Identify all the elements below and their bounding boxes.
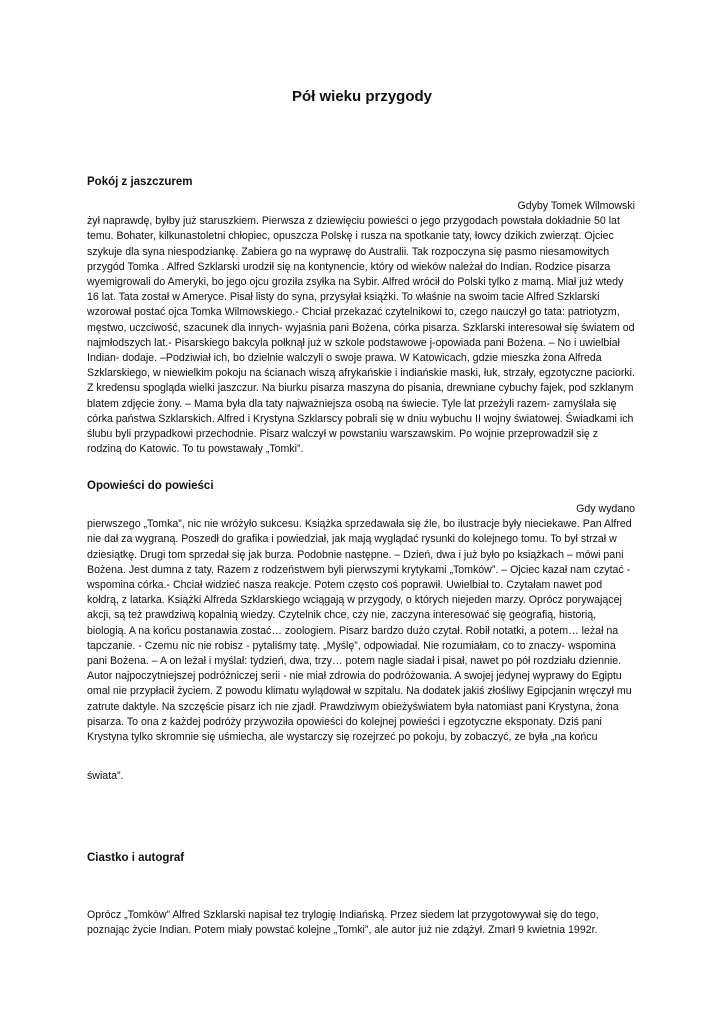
section-heading-opowiesci: Opowieści do powieści — [87, 480, 214, 492]
section-text-pokoj: żył naprawdę, byłby już staruszkiem. Pierwsza z dziewięciu powieści o jego przygodach powstała dokładnie 50 lat temu. Bohater, kilkunastoletni chłopiec, opuszcza Polskę i rusza na spotkanie taty, łowcy dzikich zwierząt. Ojciec szykuje dla syna niespodziankę. Zabiera go na wyprawę do Australii. Tak rozpoczyna się pasmo niesamowitych przygód Tomka . Alfred Szklarski urodził się na kontynencie, który od wieków należał do Indian. Rodzice pisarza wyemigrowali do Ameryki, bo jego ojcu groziła zsyłka na Sybir. Alfred wrócił do Polski tylko z mamą. Miał już wtedy 16 lat. Tata został w Ameryce. Pisał listy do syna, przysyłał książki. To właśnie na swoim tacie Alfred Szklarski wzorował postać ojca Tomka Wilmowskiego.- Chciał przekazać czytelnikowi to, czego nauczył go tata: patriotyzm, męstwo, uczciwość, szacunek dla innych- wyjaśnia pani Bożena, córka pisarza. Szklarski interesował się światem od najmłodszych lat.- Pisarskiego bakcyla połknął już w szkole podstawowe j-opowiada pani Bożena. – No i uwielbiał Indian- dodaje. –Podziwiał ich, bo dzielnie walczyli o swoje prawa. W Katowicach, gdzie mieszka żona Alfreda Szklarskiego, w niewielkim pokoju na ścianach wiszą afrykańskie i indiańskie maski, łuk, strzały, egzotyczne paciorki. Z kredensu spogląda wielki jaszczur. Na biurku pisarza maszyna do pisania, drewniane cybuchy fajek, pod szklanym blatem zdjęcie żony. – Mama była dla taty najważniejsza osobą na świecie. Tyle lat przeżyli razem- zamyślała się córka państwa Szklarskich. Alfred i Krystyna Szklarscy pobrali się w dniu wybuchu II wojny światowej. Świadkami ich ślubu byli przypadkowi przechodnie. Pisarz walczył w powstaniu warszawskim. Po wojnie przeprowadził się z rodziną do Katowic. To tu powstawały „Tomki”. — [87, 215, 635, 456]
section-tail-opowiesci: świata”. — [87, 770, 124, 782]
section-heading-ciastko: Ciastko i autograf — [87, 852, 185, 864]
section-body-ciastko — [87, 908, 635, 938]
section-body-opowiesci — [87, 502, 635, 745]
section-text-ciastko: Oprócz „Tomków” Alfred Szklarski napisał tez trylogię Indiańską. Przez siedem lat przygotowywał się do tego, poznając życie Indian. Potem miały powstać kolejne „Tomki”, ale autor już nie zdążył. Zmarł 9 kwietnia 1992r. — [87, 909, 599, 937]
section-heading-pokoj: Pokój z jaszczurem — [87, 176, 193, 188]
section-text-opowiesci: pierwszego „Tomka”, nic nie wróżyło sukcesu. Książka sprzedawała się źle, bo ilustracje były nieciekawe. Pan Alfred nie dał za wygraną. Poszedł do grafika i powiedział, jak mają wyglądać rysunki do kolejnego tomu. To był strzał w dziesiątkę. Drugi tom sprzedał się jak burza. Podobnie następne. – Dzień, dwa i już było po książkach – mówi pani Bożena. Jest dumna z taty. Razem z rodzeństwem byli pierwszymi krytykami „Tomków”. – Ojciec kazał nam czytać - wspomina córka.- Chciał widzieć nasza reakcje. Potem często coś poprawił. Uwielbiał to. Czytałam nawet pod kołdrą, z latarka. Książki Alfreda Szklarskiego wciągają w przygody, o których niejeden marzy. Oprócz porywającej akcji, są też prawdziwą kopalnią wiedzy. Czytelnik chce, czy nie, zaczyna interesować się geografią, historią, biologią. A na końcu postanawia zostać… zoologiem. Pisarz bardzo dużo czytał. Robił notatki, a potem… leżał na tapczanie. - Czemu nic nie robisz - pytaliśmy tatę. „Myślę”, odpowiadał. Nie rozumiałam, co to znaczy- wspomina pani Bożena. – A on leżał i myślał: tydzień, dwa, trzy… potem nagle siadał i pisał, nawet po pół rozdziału dziennie. Autor najpoczytniejszej podróżniczej serii - nie miał zdrowia do podróżowania. A swojej jedynej wyprawy do Egiptu omal nie przypłacił życiem. Z powodu klimatu wylądował w szpitalu. Na dodatek jakiś złośliwy Egipcjanin wręczył mu zatrute daktyle. Na szczęście pisarz ich nie zjadł. Prawdziwym obieżyświatem była natomiast pani Krystyna, żona pisarza. To ona z każdej podróży przywoziła opowieści do kolejnej powieści i egzotyczne eksponaty. Dziś pani Krystyna tylko skromnie się uśmiecha, ale wystarczy się rozejrzeć po pokoju, by zobaczyć, ze była „na końcu — [87, 518, 632, 744]
section-lead-pokoj: Gdyby Tomek Wilmowski — [517, 200, 635, 212]
section-lead-opowiesci: Gdy wydano — [576, 503, 635, 515]
document-title: Pół wieku przygody — [291, 88, 433, 105]
section-body-pokoj — [87, 199, 635, 457]
